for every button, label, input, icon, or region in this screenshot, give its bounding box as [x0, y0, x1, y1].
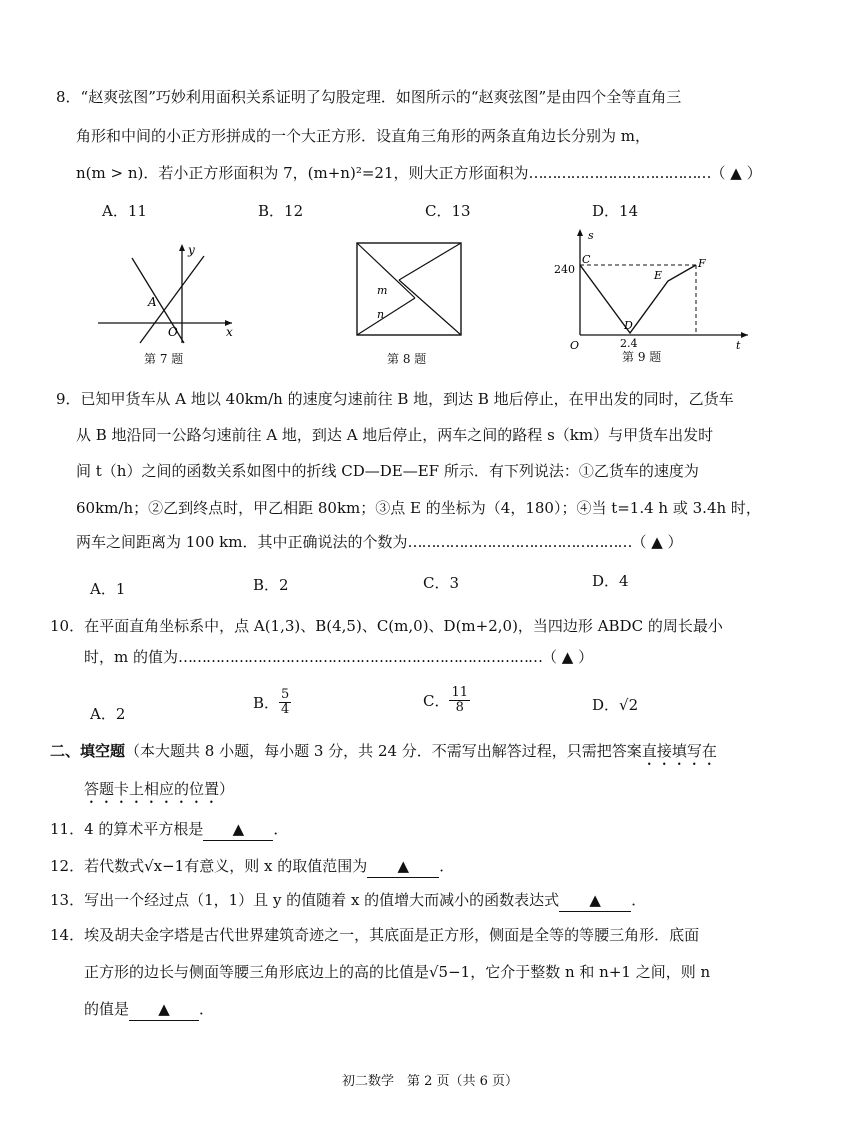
q8-line2: 角形和中间的小正方形拼成的一个大正方形．设直角三角形的两条直角边长分别为 m， — [76, 127, 650, 145]
q8-line3-text: n(m > n)．若小正方形面积为 7，(m+n)²=21，则大正方形面积为 — [76, 164, 529, 182]
q10-choice-a: A．2 — [90, 705, 126, 723]
q13-answer-blank: ▲ — [559, 889, 631, 912]
q10-answer-mark: （ ▲ ） — [542, 648, 594, 666]
q10-leader-dots: …………………………………………………………………… — [178, 648, 542, 666]
q14-line3 — [84, 998, 214, 1021]
fig9-point-f: F — [698, 257, 706, 270]
q14-line3-text: 的值是 — [84, 1000, 130, 1018]
fig9-origin: O — [570, 339, 580, 352]
q10-choice-b-label: B． — [253, 694, 280, 712]
q8-choice-d: D．14 — [592, 202, 639, 220]
section2-close-paren: ） — [219, 780, 235, 798]
section2-title: 二、填空题 — [50, 742, 126, 760]
fig8-line-4 — [357, 298, 415, 335]
q14-line1: 14．埃及胡夫金字塔是古代世界建筑奇迹之一，其底面是正方形，侧面是全等的等腰三角形．底面 — [50, 926, 700, 944]
q8-answer-mark: （ ▲ ） — [710, 164, 762, 182]
q9-choice-b: B．2 — [253, 576, 289, 594]
fig9-polyline-cdef — [580, 265, 696, 333]
fig9-t-label: t — [736, 339, 741, 352]
q10-choice-c-denominator: 8 — [455, 700, 464, 715]
q13-end: ． — [631, 891, 647, 909]
q8-choice-c: C．13 — [425, 202, 471, 220]
q10-choice-b-denominator: 4 — [281, 702, 290, 717]
fig7-y-label: y — [188, 243, 195, 257]
fig7-y-arrow — [179, 244, 185, 251]
q9-leader-dots: ………………………………………… — [407, 533, 632, 551]
fig9-s-label: s — [588, 229, 594, 242]
figure-8-zhao-shuang-diagram — [355, 240, 465, 340]
fig9-tick-240: 240 — [554, 263, 575, 276]
fig7-x-label: x — [226, 325, 233, 339]
q9-answer-mark: （ ▲ ） — [631, 533, 683, 551]
fig8-line-3 — [399, 280, 461, 335]
q13-text: 13．写出一个经过点（1，1）且 y 的值随着 x 的值增大而减小的函数表达式 — [50, 891, 560, 909]
fig9-caption: 第 9 题 — [622, 350, 662, 364]
q9-choice-d: D．4 — [592, 572, 629, 590]
fig9-point-e: E — [654, 269, 663, 282]
q8-choice-a: A．11 — [102, 202, 147, 220]
q8-line3 — [76, 162, 762, 184]
section2-desc: （本大题共 8 小题，每小题 3 分，共 24 分．不需写出解答过程，只需把答案 — [125, 742, 642, 760]
section2-emphasis-1: 直接填写在 — [641, 742, 717, 760]
section2-header — [50, 740, 717, 769]
q10-choice-d: D．√2 — [592, 696, 639, 714]
q12-text: 12．若代数式√x−1有意义，则 x 的取值范围为 — [50, 857, 368, 875]
q10-choice-c-fraction — [449, 686, 470, 715]
q14-answer-blank: ▲ — [129, 998, 199, 1021]
q10-choice-c-label: C． — [423, 692, 450, 710]
section2-emphasis-2: 答题卡上相应的位置 — [84, 780, 220, 798]
q9-choice-c: C．3 — [423, 574, 460, 592]
q10-choice-b-fraction — [279, 688, 291, 717]
q9-choice-a: A．1 — [90, 580, 126, 598]
q11-end: ． — [273, 820, 289, 838]
q8-line1: 8．“赵爽弦图”巧妙利用面积关系证明了勾股定理．如图所示的“赵爽弦图”是由四个全等直角三 — [56, 88, 682, 106]
q9-line5 — [76, 531, 683, 553]
q10-line2-text: 时，m 的值为 — [84, 648, 178, 666]
q12-end: ． — [439, 857, 455, 875]
q10-line1: 10．在平面直角坐标系中，点 A(1,3)、B(4,5)、C(m,0)、D(m+2,0)，当四边形 ABDC 的周长最小 — [50, 617, 723, 635]
q10-choice-b — [253, 688, 291, 717]
fig9-point-d: D — [624, 319, 633, 332]
q10-choice-b-numerator: 5 — [281, 687, 290, 702]
q10-choice-c — [423, 686, 470, 715]
q8-leader-dots: ………………………………… — [528, 164, 711, 182]
fig9-point-c: C — [582, 253, 591, 266]
q9-line5-text: 两车之间距离为 100 km．其中正确说法的个数为 — [76, 533, 408, 551]
q10-line2 — [84, 646, 593, 668]
q11-text: 11．4 的算术平方根是 — [50, 820, 204, 838]
q9-line4: 60km/h；②乙到终点时，甲乙相距 80km；③点 E 的坐标为（4，180）；④当 t=1.4 h 或 3.4h 时， — [76, 499, 761, 517]
fig9-t-arrow — [741, 332, 748, 338]
fig7-point-a: A — [148, 295, 157, 309]
fig9-s-arrow — [577, 229, 583, 236]
page-footer: 初二数学 第 2 页（共 6 页） — [341, 1074, 519, 1089]
fig8-caption: 第 8 题 — [387, 352, 427, 366]
figure-9-graph — [548, 225, 758, 355]
figure-7-graph — [92, 238, 242, 348]
fig8-label-n: n — [377, 308, 385, 321]
q9-line2: 从 B 地沿同一公路匀速前往 A 地，到达 A 地后停止，两车之间的路程 s（km）与甲货车出发时 — [76, 426, 714, 444]
fig7-origin: O — [168, 325, 178, 339]
section2-header-line2 — [84, 778, 234, 807]
q9-line3: 间 t（h）之间的函数关系如图中的折线 CD—DE—EF 所示．有下列说法：①乙货车的速度为 — [76, 462, 699, 480]
q12-answer-blank: ▲ — [367, 855, 439, 878]
q13 — [50, 889, 646, 912]
q11 — [50, 818, 288, 841]
fig9-tick-2-4: 2.4 — [620, 337, 638, 350]
fig8-line-2 — [399, 243, 461, 280]
q11-answer-blank: ▲ — [203, 818, 273, 841]
q8-choice-b: B．12 — [258, 202, 304, 220]
q12 — [50, 855, 454, 878]
q14-line2: 正方形的边长与侧面等腰三角形底边上的高的比值是√5−1，它介于整数 n 和 n+1 之间，则 n — [84, 963, 711, 981]
q14-end: ． — [199, 1000, 215, 1018]
q10-choice-c-numerator: 11 — [451, 685, 469, 700]
fig7-caption: 第 7 题 — [144, 352, 184, 366]
fig8-label-m: m — [377, 284, 388, 297]
q9-line1: 9．已知甲货车从 A 地以 40km/h 的速度匀速前往 B 地，到达 B 地后停止，在甲出发的同时，乙货车 — [56, 390, 734, 408]
